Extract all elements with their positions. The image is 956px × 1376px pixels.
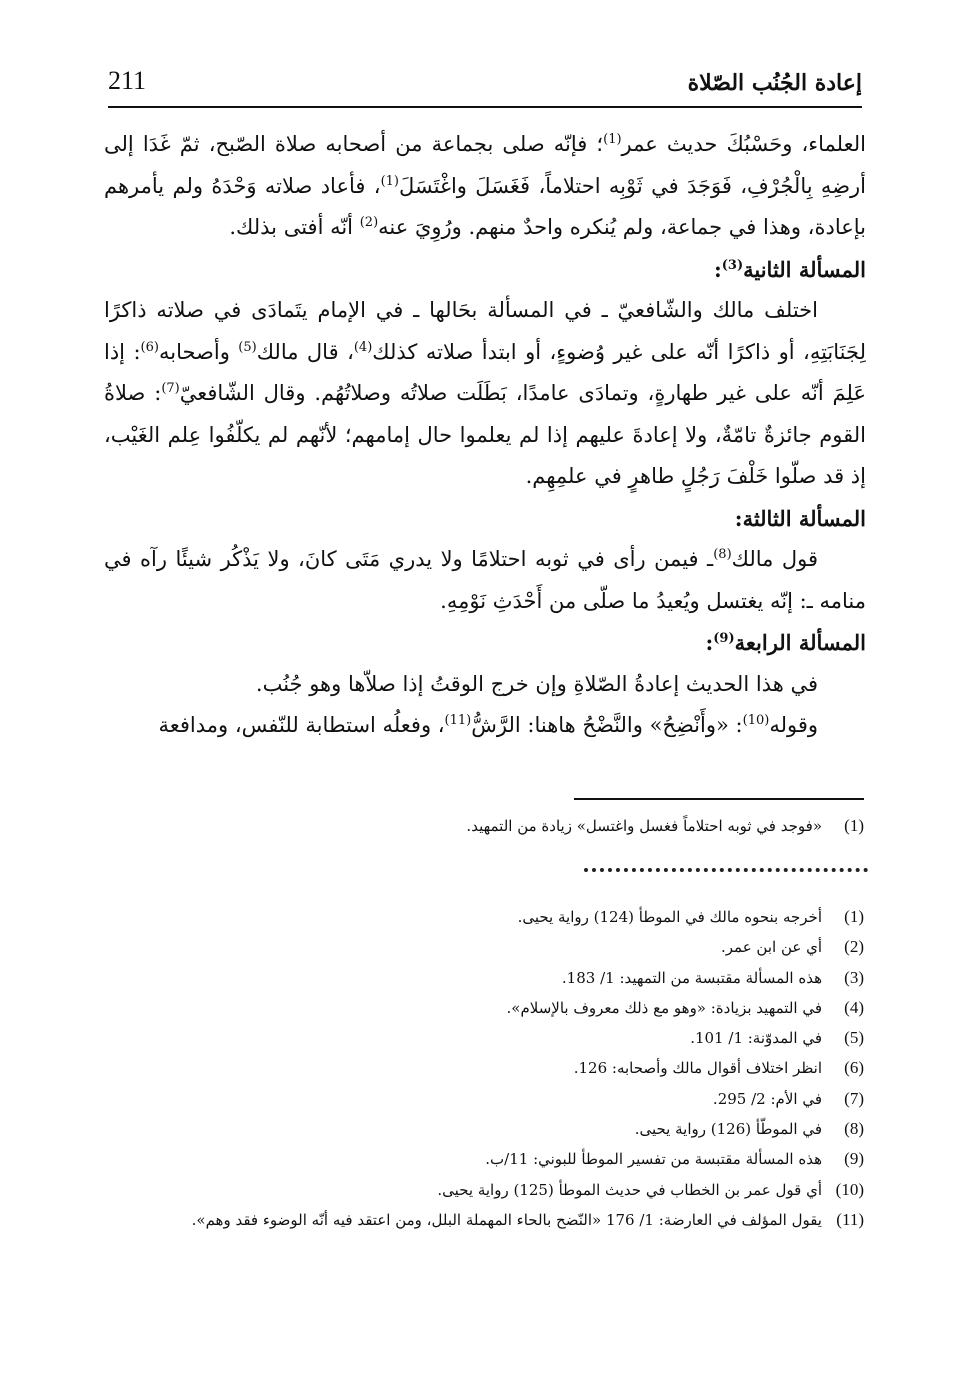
chapter-title: إعادة الجُنُب الصّلاة [687, 70, 862, 96]
footnote-text: يقول المؤلف في العارضة: 1/ 176 «النّضح بالحاء المهملة البلل، ومن اعتقد فيه أنّه الوضوء فقد وهم». [191, 1210, 822, 1229]
footnote-number: (6) [844, 1058, 864, 1078]
footnote-dotted-separator [584, 868, 868, 872]
footnote-item [96, 1144, 864, 1174]
footnote-number: (1) [844, 816, 864, 835]
footnote-item [96, 902, 864, 932]
section-heading-3: المسألة الثالثة: [734, 505, 866, 531]
footnote-item [96, 1175, 864, 1205]
footnote-ref: (7) [161, 381, 180, 396]
section-heading-4: المسألة الرابعة$^{(9)}$: [705, 630, 866, 655]
footnote-ref: (5) [238, 339, 257, 355]
footnote-ref: (1) [380, 173, 399, 189]
footnote-text: أخرجه بنحوه مالك في الموطأ (124) رواية يحيى. [517, 908, 822, 926]
footnote-text: انظر اختلاف أقوال مالك وأصحابه: 126. [573, 1059, 822, 1078]
footnote-ref: (6) [140, 339, 159, 355]
footnote-item [96, 993, 864, 1023]
section-heading-2: المسألة الثانية$^{(3)}$: [713, 256, 866, 282]
running-header [108, 62, 862, 106]
footnote-number: (7) [844, 1088, 864, 1108]
paragraph-2: اختلف مالك والشّافعيّ ـ في المسألة بحَالها ـ في الإمام يتَمادَى في صلاته ذاكرًا لِجَنَابَتِهِ، أو ذاكرًا أنّه على غير وُضوءٍ، أو ابتدأ صلاته كذلك$^{(4)}$، قال مالك$^{(5)}$ وأصحابه$^{(6)}$: إذا عَلِمَ أنّه على غير طهارةٍ، وتمادَى عامدًا، بَطَلَت صلاتُه وصلاتُهُم. وقال الشّافعيّ$^{(7)}$: صلاةُ القوم جائزةٌ تامّةٌ، ولا إعادةَ عليهم إذا لم يعلموا حال إمامهم؛ لأنّهم لم يكلّفُوا عِلم الغَيْب، إذ قد صلّوا خَلْفَ رَجُلٍ طاهرٍ في علمِهِم. [104, 298, 867, 488]
footnote-item [96, 1114, 864, 1144]
editor-footnote [104, 812, 864, 840]
footnote-number: (8) [844, 1119, 864, 1139]
footnote-text: أي قول عمر بن الخطاب في حديث الموطأ (125) رواية يحيى. [437, 1180, 822, 1199]
footnote-ref: (2) [359, 215, 379, 230]
footnote-item [96, 1084, 864, 1114]
footnote-number: (2) [844, 937, 864, 957]
footnote-text: في الأم: 2/ 295. [712, 1089, 822, 1108]
footnote-ref: (8) [713, 547, 732, 562]
footnote-item [96, 932, 864, 962]
footnote-text: هذه المسألة مقتبسة من التمهيد: 1/ 183. [561, 968, 822, 987]
footnote-number: (3) [844, 967, 864, 987]
footnote-text: هذه المسألة مقتبسة من تفسير الموطأ للبوني: 11/ب. [485, 1150, 822, 1169]
footnote-text: في التمهيد بزيادة: «وهو مع ذلك معروف بالإسلام». [506, 998, 822, 1017]
footnote-number: (11) [836, 1209, 864, 1229]
main-text [104, 124, 866, 747]
footnote-text: في الموطّأ (126) رواية يحيى. [634, 1120, 822, 1139]
footnote-item [96, 1023, 864, 1053]
paragraph-5: وقوله$^{(10)}$: «وأَنْضِحُ» والنَّضْحُ هاهنا: الرَّشُّ$^{(11)}$، وفعلُه استطابة للنّفس، ومدافعة [158, 713, 818, 737]
footnote-text: أي عن ابن عمر. [720, 938, 822, 957]
footnote-rule [574, 798, 864, 800]
footnote-list [96, 902, 864, 1235]
footnote-item [96, 1053, 864, 1083]
footnote-ref: (4) [353, 339, 373, 355]
footnote-ref: (3) [721, 257, 744, 273]
footnote-number: (4) [844, 997, 864, 1017]
footnote-text: «فوجد في ثوبه احتلاماً فغسل واغتسل» زيادة من التمهيد. [466, 817, 822, 835]
footnote-ref: (9) [713, 631, 735, 646]
footnote-number: (10) [835, 1179, 864, 1199]
header-rule [108, 106, 862, 108]
footnote-number: (5) [844, 1028, 864, 1048]
footnote-item [96, 963, 864, 993]
paragraph-4: في هذا الحديث إعادةُ الصّلاةِ وإن خرج الوقتُ إذا صلاّها وهو جُنُب. [255, 671, 818, 696]
page-number: 211 [108, 66, 147, 95]
paragraph-3: قول مالك$^{(8)}$ـ فيمن رأى في ثوبه احتلامًا ولا يدري مَتَى كانَ، ولا يَذْكُر شيئًا رآه في منامه ـ: إنّه يغتسل ويُعيدُ ما صلّى من أَحْدَثِ نَوْمِهِ. [104, 547, 866, 613]
paragraph-1: العلماء، وحَسْبُكَ حديث عمر$^{(1)}$؛ فإنّه صلى بجماعة من أصحابه صلاة الصّبح، ثمّ غَدَا إلى أرضِهِ بِالْجُرْفِ، فَوَجَدَ في ثَوْبِه احتلاماً، فَغَسَلَ واغْتَسَلَ$^{(1)}$، فأعاد صلاته وَحْدَهُ ولم يأمرهم بإعادة، وهذا في جماعة، ولم يُنكره واحدٌ منهم. ورُوِيَ عنه$^{(2)}$ أنّه أفتى بذلك. [104, 132, 866, 239]
footnote-ref: (11) [444, 713, 472, 728]
footnote-item [96, 1205, 864, 1235]
footnote-number: (1) [844, 907, 864, 926]
footnote-ref: (10) [742, 713, 770, 728]
footnote-ref: (1) [603, 132, 622, 147]
footnote-number: (9) [844, 1149, 864, 1169]
footnote-text: في المدوّنة: 1/ 101. [690, 1029, 822, 1048]
